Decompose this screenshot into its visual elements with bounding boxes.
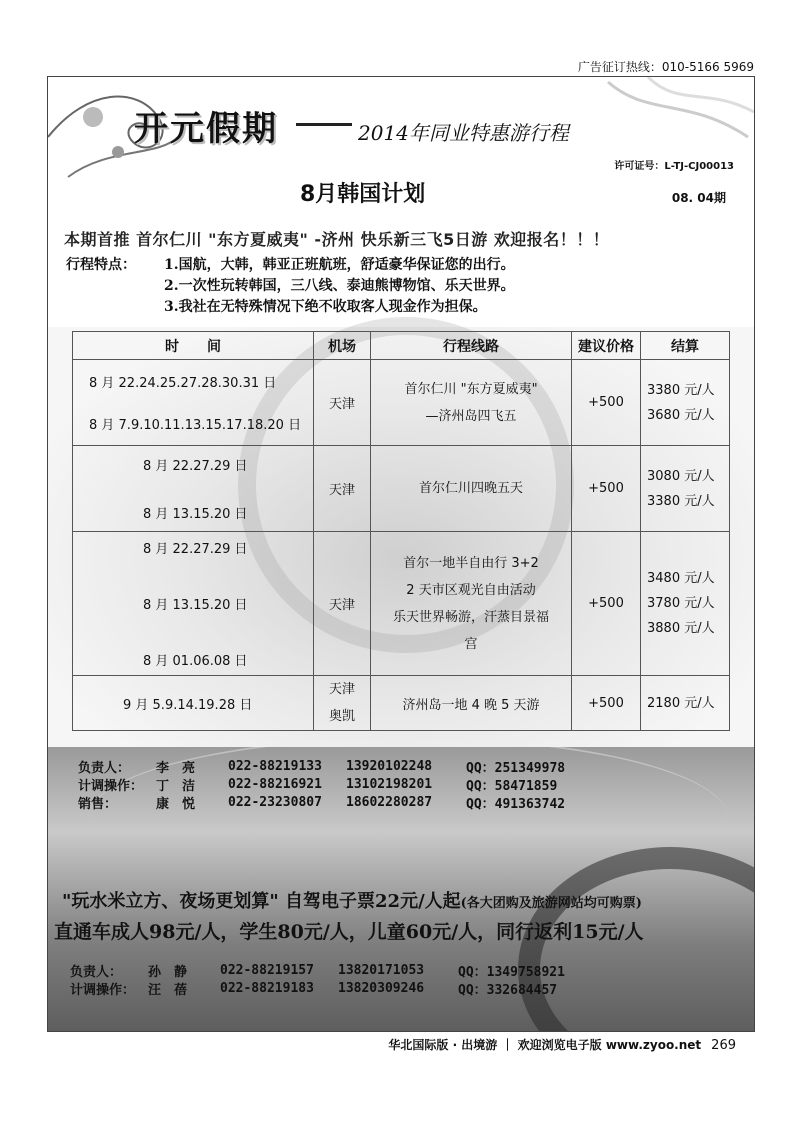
settle-cell: 3480 元/人 3780 元/人 3880 元/人 [641,532,730,676]
dates-cell: 8 月 22.27.29 日 8 月 13.15.20 日 8 月 01.06.08 日 [73,532,314,676]
price-cell: +500 [572,360,641,446]
page-footer [0,1036,736,1053]
settle-cell: 3380 元/人 3680 元/人 [641,360,730,446]
feature-item: 3.我社在无特殊情况下绝不收取客人现金作为担保。 [164,299,487,315]
route-cell: 首尔仁川四晚五天 [371,446,572,532]
settle-cell: 2180 元/人 [641,676,730,731]
col-header-price: 建议价格 [572,332,641,360]
contact-row: 计调操作： 汪 蓓 022-88219183 13820309246 QQ：332684457 [70,980,558,998]
schedule-table [72,331,730,731]
dates-cell: 8 月 22.27.29 日 8 月 13.15.20 日 [73,446,314,532]
airport-cell: 天津 [314,532,371,676]
issue-number: 08. 04期 [671,191,726,205]
route-cell: 济州岛一地 4 晚 5 天游 [371,676,572,731]
license-number: 许可证号：L-TJ-CJ00013 [614,161,734,172]
trip-features [66,255,515,318]
dates-cell: 8 月 22.24.25.27.28.30.31 日 8 月 7.9.10.11.13.15.17.18.20 日 [73,360,314,446]
brand-title: 开元假期 [134,109,278,149]
contacts-bottom [70,961,565,997]
col-header-settle: 结算 [641,332,730,360]
price-cell: +500 [572,446,641,532]
title-dash [296,123,352,126]
flyer-frame [47,76,755,1032]
table-row [73,360,730,446]
contact-row: 负责人： 孙 静 022-88219157 13820171053 QQ：1349758921 [70,962,565,980]
contact-row: 计调操作： 丁 洁 022-88216921 13102198201 QQ：58471859 [78,776,558,794]
plan-title: 8月韩国计划 [300,182,426,207]
settle-cell: 3080 元/人 3380 元/人 [641,446,730,532]
dates-cell: 9 月 5.9.14.19.28 日 [73,676,314,731]
feature-item: 1.国航，大韩，韩亚正班航班，舒适豪华保证您的出行。 [164,257,515,273]
page-number: 269 [711,1038,736,1053]
table-header-row [73,332,730,360]
col-header-route: 行程线路 [371,332,572,360]
contact-row: 销售： 康 悦 022-23230807 18602280287 QQ：491363742 [78,794,566,812]
promo-line-2: 直通车成人98元/人，学生80元/人，儿童60元/人，同行返利15元/人 [54,921,644,943]
promo-line-1: "玩水米立方、夜场更划算" 自驾电子票22元/人起(各大团购及旅游网站均可购票) [62,891,642,912]
airport-cell: 天津 [314,446,371,532]
footer-text: 华北国际版 · 出境游 ｜ 欢迎浏览电子版 www.zyoo.net [388,1038,702,1052]
waterpark-photo-section [48,747,754,1031]
ad-hotline: 广告征订热线：010-5166 5969 [577,60,754,74]
price-cell: +500 [572,676,641,731]
contacts-top [78,757,565,811]
promo-note: (各大团购及旅游网站均可购票) [460,896,642,911]
route-cell: 首尔一地半自由行 3+2 2 天市区观光自由活动 乐天世界畅游，汗蒸目景福 宫 [371,532,572,676]
airport-cell: 天津 [314,360,371,446]
brand-subtitle: 2014年同业特惠游行程 [358,121,569,145]
headline: 本期首推 首尔仁川 "东方夏威夷" -济州 快乐新三飞5日游 欢迎报名！！！ [64,230,610,249]
table-row [73,532,730,676]
col-header-airport: 机场 [314,332,371,360]
feature-item: 2.一次性玩转韩国，三八线、泰迪熊博物馆、乐天世界。 [164,278,515,294]
route-cell: 首尔仁川 "东方夏威夷" —济州岛四飞五 [371,360,572,446]
features-label: 行程特点： [66,257,136,273]
table-row [73,676,730,731]
table-row [73,446,730,532]
airport-cell: 天津 奥凯 [314,676,371,731]
price-cell: +500 [572,532,641,676]
contact-row: 负责人： 李 亮 022-88219133 13920102248 QQ：251349978 [78,758,566,776]
col-header-time: 时 间 [73,332,314,360]
